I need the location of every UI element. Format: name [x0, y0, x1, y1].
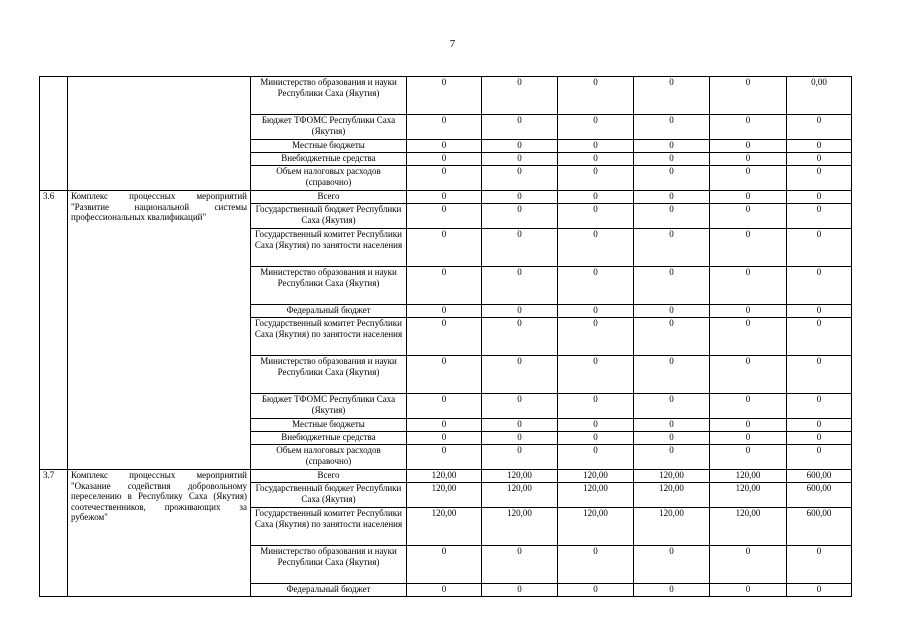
value-cell: 0	[407, 229, 482, 267]
funding-source: Местные бюджеты	[251, 419, 407, 432]
value-cell: 0	[407, 305, 482, 318]
funding-source: Государственный бюджет Республики Саха (Якутия)	[251, 204, 407, 229]
value-cell: 0	[787, 584, 852, 597]
value-cell: 120,00	[710, 483, 787, 508]
funding-source: Государственный комитет Республики Саха (Якутия) по занятости населения	[251, 508, 407, 546]
value-cell: 0	[407, 584, 482, 597]
value-cell: 0	[634, 166, 710, 191]
value-cell: 0	[710, 204, 787, 229]
value-cell: 0	[787, 546, 852, 584]
budget-table	[39, 76, 852, 597]
value-cell: 0	[482, 546, 558, 584]
value-cell: 120,00	[407, 470, 482, 483]
value-cell: 0	[710, 318, 787, 356]
value-cell: 0	[787, 140, 852, 153]
value-cell: 0	[710, 115, 787, 140]
value-cell: 0	[558, 305, 634, 318]
value-cell: 0	[787, 267, 852, 305]
value-cell: 0	[787, 153, 852, 166]
value-cell: 0	[558, 153, 634, 166]
table-row	[40, 470, 852, 483]
value-cell: 0	[482, 140, 558, 153]
value-cell: 0	[482, 318, 558, 356]
value-cell: 0	[787, 204, 852, 229]
value-cell: 0	[407, 77, 482, 115]
value-cell: 0	[787, 229, 852, 267]
value-cell: 0	[407, 166, 482, 191]
funding-source: Министерство образования и науки Республики Саха (Якутия)	[251, 77, 407, 115]
value-cell: 0	[407, 445, 482, 470]
value-cell: 0	[558, 140, 634, 153]
value-cell: 0	[482, 267, 558, 305]
value-cell: 0	[482, 153, 558, 166]
value-cell: 0	[787, 191, 852, 204]
value-cell: 0	[558, 77, 634, 115]
value-cell: 0	[558, 191, 634, 204]
funding-source: Внебюджетные средства	[251, 153, 407, 166]
value-cell: 0	[407, 546, 482, 584]
value-cell: 0	[710, 546, 787, 584]
value-cell: 600,00	[787, 508, 852, 546]
value-cell: 0	[710, 445, 787, 470]
value-cell: 0	[558, 166, 634, 191]
value-cell: 0	[634, 445, 710, 470]
value-cell: 0	[558, 445, 634, 470]
value-cell: 0	[407, 432, 482, 445]
value-cell: 0	[634, 305, 710, 318]
funding-source: Объем налоговых расходов (справочно)	[251, 166, 407, 191]
funding-source: Внебюджетные средства	[251, 432, 407, 445]
value-cell: 0	[634, 432, 710, 445]
value-cell: 0	[710, 394, 787, 419]
value-cell: 0	[710, 305, 787, 318]
value-cell: 0	[407, 318, 482, 356]
value-cell: 0	[558, 546, 634, 584]
value-cell: 0	[634, 153, 710, 166]
value-cell: 0	[634, 267, 710, 305]
value-cell: 0	[482, 229, 558, 267]
funding-source: Бюджет ТФОМС Республики Саха (Якутия)	[251, 115, 407, 140]
value-cell: 120,00	[407, 483, 482, 508]
value-cell: 0	[634, 546, 710, 584]
measure-name: Комплекс процессных мероприятий "Оказание содействия добровольному переселению в Республику Саха (Якутия) соотечественников, проживающих за рубежом"	[68, 470, 251, 597]
value-cell: 0	[558, 204, 634, 229]
funding-source: Всего	[251, 470, 407, 483]
value-cell: 0	[787, 445, 852, 470]
value-cell: 0	[710, 140, 787, 153]
value-cell: 0	[558, 432, 634, 445]
table-row	[40, 191, 852, 204]
value-cell: 0	[710, 419, 787, 432]
value-cell: 0,00	[787, 77, 852, 115]
value-cell: 0	[558, 267, 634, 305]
value-cell: 0	[482, 356, 558, 394]
value-cell: 0	[787, 318, 852, 356]
value-cell: 0	[787, 432, 852, 445]
row-number: 3.7	[40, 470, 68, 597]
value-cell: 120,00	[710, 508, 787, 546]
value-cell: 120,00	[407, 508, 482, 546]
table-body	[40, 77, 852, 597]
value-cell: 0	[634, 140, 710, 153]
value-cell: 120,00	[558, 470, 634, 483]
value-cell: 0	[787, 419, 852, 432]
value-cell: 0	[634, 394, 710, 419]
funding-source: Федеральный бюджет	[251, 305, 407, 318]
funding-source: Министерство образования и науки Республики Саха (Якутия)	[251, 356, 407, 394]
value-cell: 0	[634, 318, 710, 356]
value-cell: 0	[558, 394, 634, 419]
funding-source: Федеральный бюджет	[251, 584, 407, 597]
value-cell: 0	[787, 394, 852, 419]
value-cell: 0	[710, 432, 787, 445]
value-cell: 0	[482, 584, 558, 597]
measure-name	[68, 77, 251, 191]
value-cell: 600,00	[787, 483, 852, 508]
value-cell: 0	[558, 419, 634, 432]
value-cell: 0	[710, 267, 787, 305]
funding-source: Государственный бюджет Республики Саха (Якутия)	[251, 483, 407, 508]
value-cell: 0	[634, 356, 710, 394]
value-cell: 0	[558, 318, 634, 356]
value-cell: 0	[710, 77, 787, 115]
row-number: 3.6	[40, 191, 68, 470]
value-cell: 0	[634, 191, 710, 204]
value-cell: 120,00	[558, 508, 634, 546]
value-cell: 120,00	[634, 483, 710, 508]
value-cell: 0	[787, 356, 852, 394]
value-cell: 0	[482, 305, 558, 318]
value-cell: 120,00	[482, 483, 558, 508]
value-cell: 120,00	[558, 483, 634, 508]
value-cell: 0	[407, 419, 482, 432]
value-cell: 120,00	[634, 470, 710, 483]
value-cell: 120,00	[482, 508, 558, 546]
funding-source: Министерство образования и науки Республики Саха (Якутия)	[251, 267, 407, 305]
value-cell: 120,00	[634, 508, 710, 546]
value-cell: 0	[787, 166, 852, 191]
value-cell: 0	[407, 267, 482, 305]
value-cell: 0	[482, 166, 558, 191]
value-cell: 120,00	[710, 470, 787, 483]
value-cell: 0	[558, 115, 634, 140]
value-cell: 600,00	[787, 470, 852, 483]
value-cell: 0	[558, 584, 634, 597]
value-cell: 0	[482, 394, 558, 419]
value-cell: 0	[710, 356, 787, 394]
value-cell: 0	[710, 191, 787, 204]
value-cell: 0	[407, 140, 482, 153]
value-cell: 0	[482, 115, 558, 140]
funding-source: Государственный комитет Республики Саха (Якутия) по занятости населения	[251, 229, 407, 267]
value-cell: 0	[558, 229, 634, 267]
value-cell: 0	[634, 77, 710, 115]
value-cell: 0	[482, 191, 558, 204]
value-cell: 0	[634, 204, 710, 229]
value-cell: 0	[710, 153, 787, 166]
value-cell: 0	[634, 584, 710, 597]
table-row	[40, 77, 852, 115]
value-cell: 0	[482, 204, 558, 229]
value-cell: 0	[634, 419, 710, 432]
value-cell: 0	[407, 394, 482, 419]
value-cell: 0	[634, 115, 710, 140]
funding-source: Государственный комитет Республики Саха (Якутия) по занятости населения	[251, 318, 407, 356]
value-cell: 0	[787, 305, 852, 318]
value-cell: 0	[407, 115, 482, 140]
funding-source: Министерство образования и науки Республики Саха (Якутия)	[251, 546, 407, 584]
value-cell: 0	[710, 229, 787, 267]
value-cell: 0	[710, 584, 787, 597]
value-cell: 0	[407, 356, 482, 394]
funding-source: Объем налоговых расходов (справочно)	[251, 445, 407, 470]
row-number	[40, 77, 68, 191]
value-cell: 0	[482, 419, 558, 432]
value-cell: 0	[482, 432, 558, 445]
value-cell: 0	[407, 204, 482, 229]
value-cell: 0	[558, 356, 634, 394]
funding-source: Бюджет ТФОМС Республики Саха (Якутия)	[251, 394, 407, 419]
page-number: 7	[449, 38, 456, 50]
value-cell: 0	[482, 445, 558, 470]
value-cell: 0	[407, 191, 482, 204]
funding-source: Местные бюджеты	[251, 140, 407, 153]
value-cell: 0	[787, 115, 852, 140]
funding-source: Всего	[251, 191, 407, 204]
value-cell: 0	[482, 77, 558, 115]
value-cell: 120,00	[482, 470, 558, 483]
measure-name: Комплекс процессных мероприятий "Развитие национальной системы профессиональных квалификаций"	[68, 191, 251, 470]
value-cell: 0	[407, 153, 482, 166]
value-cell: 0	[634, 229, 710, 267]
value-cell: 0	[710, 166, 787, 191]
